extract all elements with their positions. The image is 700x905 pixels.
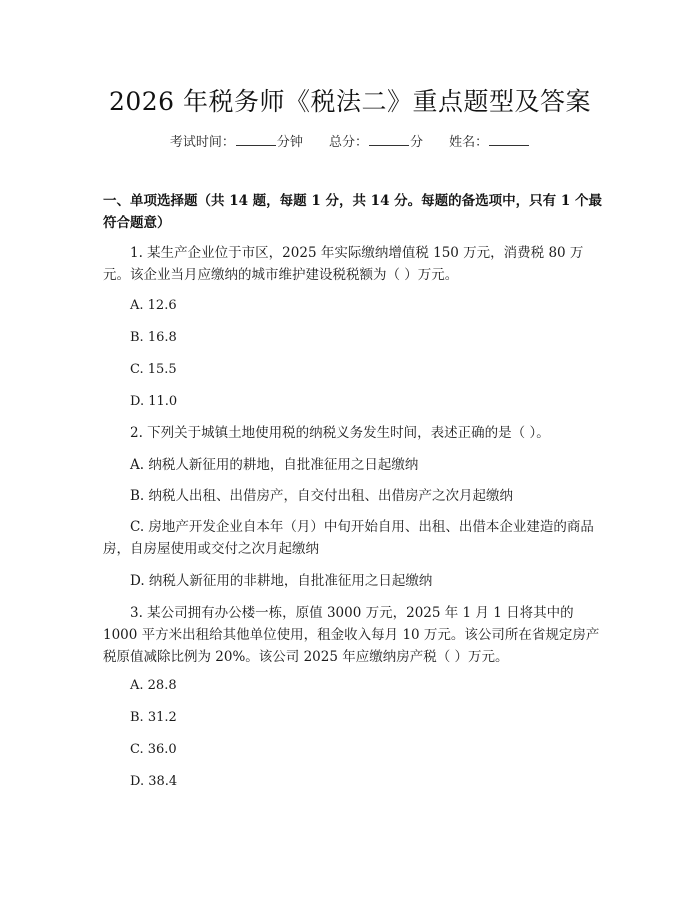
question-1-option-d: D. 11.0 (130, 394, 178, 409)
section-heading: 一、单项选择题（共 14 题，每题 1 分，共 14 分。每题的备选项中，只有 1 个最符合题意） (103, 193, 602, 231)
document-title: 2026 年税务师《税法二》重点题型及答案 (108, 87, 592, 116)
question-2-option-c: C. 房地产开发企业自本年（月）中旬开始自用、出租、出借本企业建造的商品房，自房屋使用或交付之次月起缴纳 (103, 519, 594, 557)
question-3-option-c: C. 36.0 (130, 742, 177, 757)
question-3-option-a: A. 28.8 (130, 678, 177, 693)
question-2-option-a: A. 纳税人新征用的耕地，自批准征用之日起缴纳 (130, 457, 419, 473)
score-label: 总分： (328, 135, 368, 150)
question-3-option-d: D. 38.4 (130, 774, 178, 789)
question-3-stem: 3. 某公司拥有办公楼一栋，原值 3000 万元，2025 年 1 月 1 日将其中的 1000 平方米出租给其他单位使用，租金收入每月 10 万元。该公司所在省规定房产税原值减除比例为 20%。该公司 2025 年应缴纳房产税（ ）万元。 (103, 605, 600, 665)
score-unit: 分 (410, 135, 424, 150)
name-label: 姓名： (449, 135, 489, 150)
question-2-stem: 2. 下列关于城镇土地使用税的纳税义务发生时间，表述正确的是（ ）。 (130, 425, 550, 441)
time-label: 考试时间： (169, 135, 235, 150)
question-2-option-d: D. 纳税人新征用的非耕地，自批准征用之日起缴纳 (130, 573, 433, 589)
question-1-option-a: A. 12.6 (130, 298, 177, 313)
question-2-option-b: B. 纳税人出租、出借房产，自交付出租、出借房产之次月起缴纳 (130, 488, 514, 504)
score-blank (369, 135, 409, 146)
question-1-stem: 1. 某生产企业位于市区，2025 年实际缴纳增值税 150 万元，消费税 80 万元。该企业当月应缴纳的城市维护建设税税额为（ ）万元。 (103, 245, 584, 283)
exam-meta-line (0, 131, 700, 150)
name-blank (489, 135, 529, 146)
time-blank (236, 135, 276, 146)
time-unit: 分钟 (276, 135, 303, 150)
question-3-option-b: B. 31.2 (130, 710, 177, 725)
question-1-option-c: C. 15.5 (130, 362, 177, 377)
question-1-option-b: B. 16.8 (130, 330, 177, 345)
